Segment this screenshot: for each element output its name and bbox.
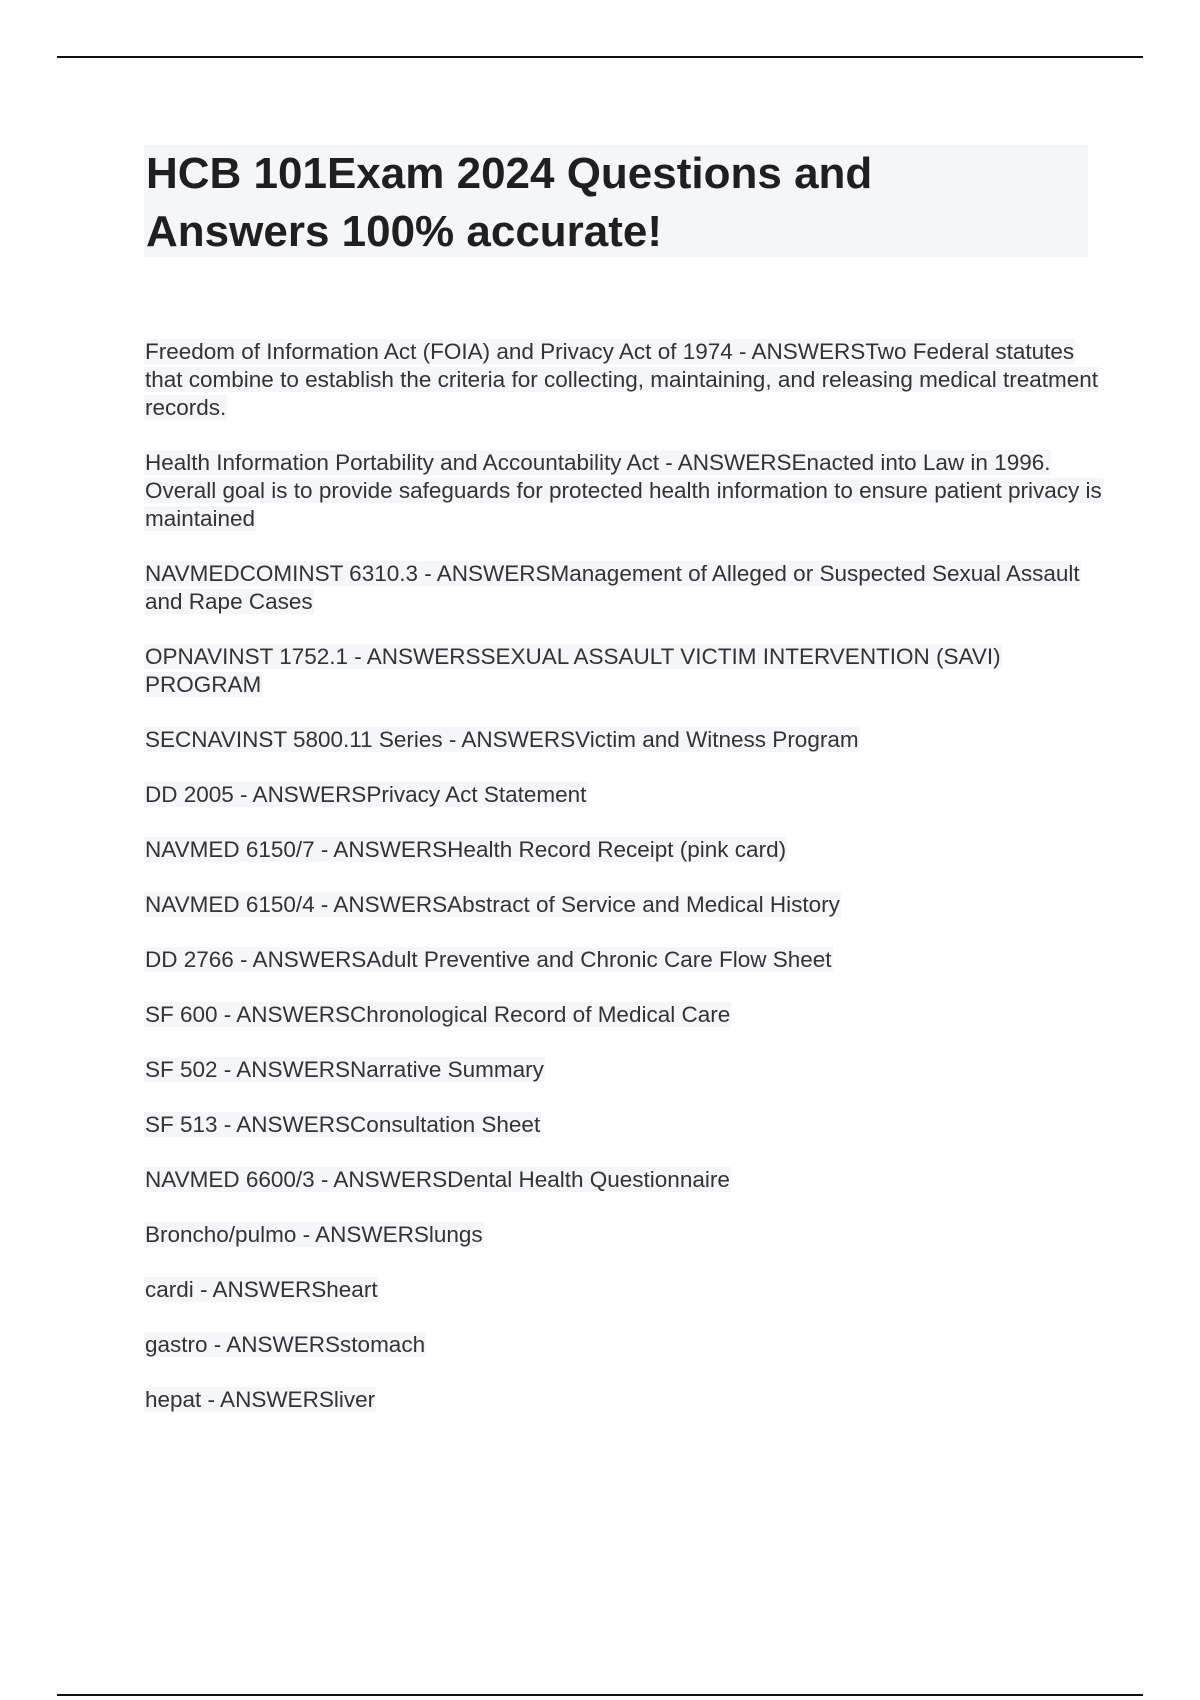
qa-item — [144, 643, 1104, 699]
qa-item — [144, 726, 1104, 754]
qa-text: gastro - ANSWERSstomach — [145, 1332, 426, 1357]
qa-text: DD 2766 - ANSWERSAdult Preventive and Chronic Care Flow Sheet — [145, 947, 832, 972]
qa-text: NAVMED 6150/4 - ANSWERSAbstract of Service and Medical History — [145, 892, 840, 917]
qa-text: Broncho/pulmo - ANSWERSlungs — [145, 1222, 483, 1247]
qa-item — [144, 1276, 1104, 1304]
qa-item — [144, 1056, 1104, 1084]
qa-text: SF 600 - ANSWERSChronological Record of Medical Care — [145, 1002, 731, 1027]
qa-text: hepat - ANSWERSliver — [145, 1387, 376, 1412]
title-block — [144, 145, 1088, 257]
qa-text: NAVMEDCOMINST 6310.3 - ANSWERSManagement of Alleged or Suspected Sexual Assault and Rape Cases — [145, 561, 1080, 614]
qa-item — [144, 1166, 1104, 1194]
qa-item — [144, 338, 1104, 422]
qa-item — [144, 1386, 1104, 1414]
qa-item — [144, 449, 1104, 533]
qa-text: NAVMED 6150/7 - ANSWERSHealth Record Receipt (pink card) — [145, 837, 787, 862]
bottom-divider — [57, 1694, 1143, 1696]
qa-text: SECNAVINST 5800.11 Series - ANSWERSVictim and Witness Program — [145, 727, 859, 752]
qa-item — [144, 836, 1104, 864]
qa-item — [144, 1221, 1104, 1249]
qa-text: DD 2005 - ANSWERSPrivacy Act Statement — [145, 782, 587, 807]
qa-item — [144, 946, 1104, 974]
top-divider — [57, 56, 1143, 58]
qa-text: SF 502 - ANSWERSNarrative Summary — [145, 1057, 544, 1082]
document-title: HCB 101Exam 2024 Questions and Answers 100% accurate! — [146, 149, 873, 256]
qa-text: cardi - ANSWERSheart — [145, 1277, 378, 1302]
qa-text: SF 513 - ANSWERSConsultation Sheet — [145, 1112, 541, 1137]
qa-item — [144, 1111, 1104, 1139]
qa-text: OPNAVINST 1752.1 - ANSWERSSEXUAL ASSAULT VICTIM INTERVENTION (SAVI) PROGRAM — [145, 644, 1001, 697]
qa-item — [144, 891, 1104, 919]
qa-text: Freedom of Information Act (FOIA) and Privacy Act of 1974 - ANSWERSTwo Federal statutes that combine to establish the criteria for collecting, maintaining, and releasing medical treatment records. — [145, 339, 1098, 420]
qa-item — [144, 560, 1104, 616]
qa-item — [144, 1331, 1104, 1359]
qa-list — [144, 338, 1104, 1441]
qa-item — [144, 1001, 1104, 1029]
qa-text: Health Information Portability and Accountability Act - ANSWERSEnacted into Law in 1996. Overall goal is to provide safeguards for protected health information to ensure patient privacy is maintained — [145, 450, 1102, 531]
qa-text: NAVMED 6600/3 - ANSWERSDental Health Questionnaire — [145, 1167, 730, 1192]
qa-item — [144, 781, 1104, 809]
